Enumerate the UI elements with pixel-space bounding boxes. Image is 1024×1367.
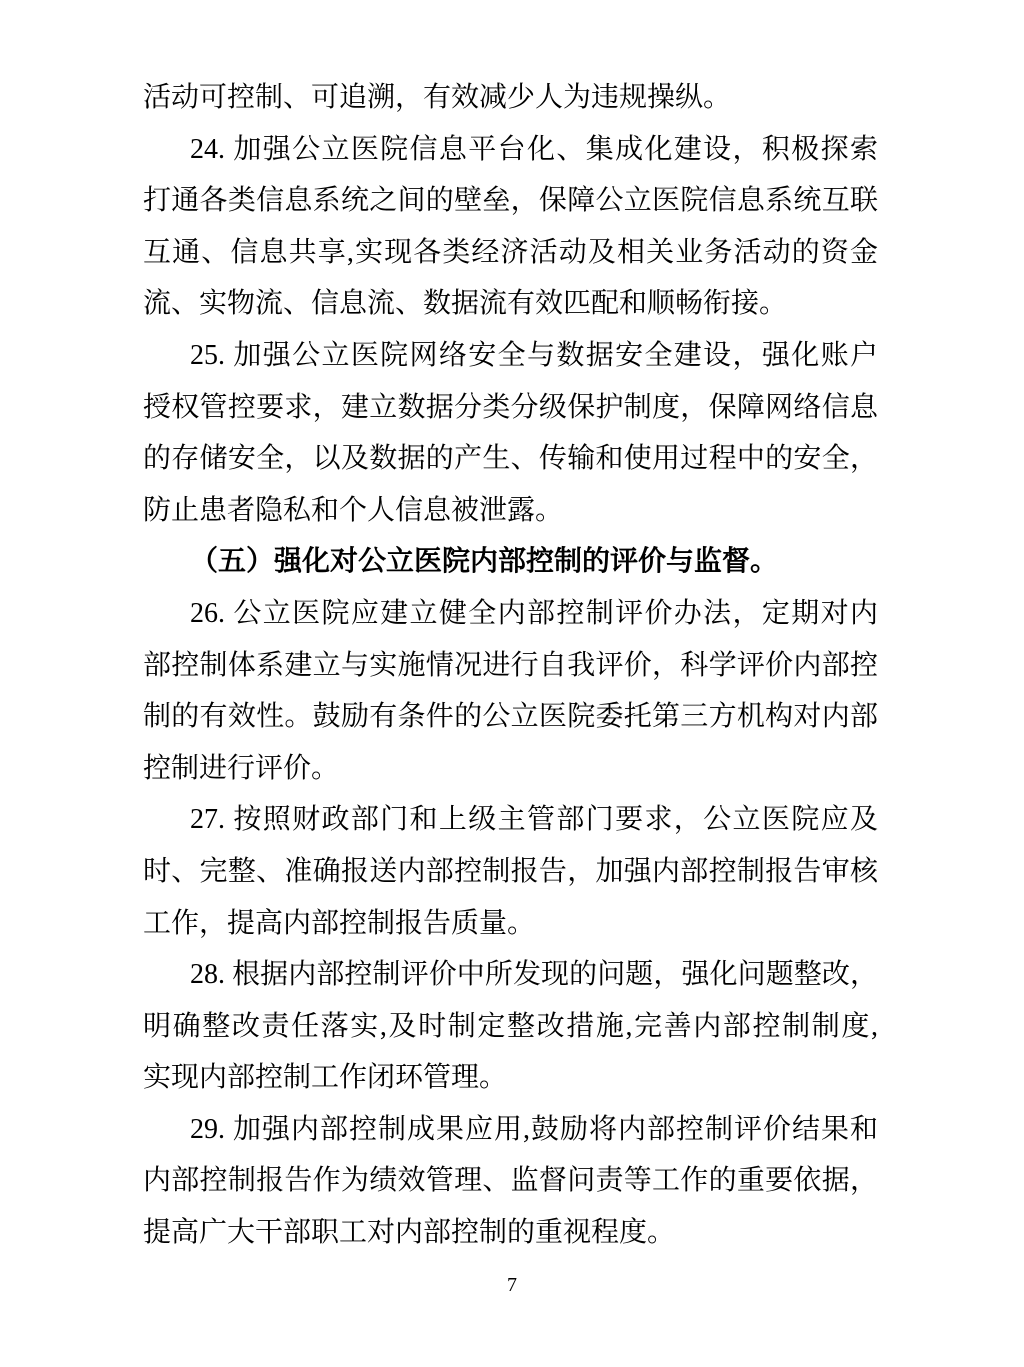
text-line: 制的有效性。鼓励有条件的公立医院委托第三方机构对内部 bbox=[143, 701, 878, 733]
text-line: 实现内部控制工作闭环管理。 bbox=[143, 1062, 508, 1094]
text-line: 内部控制报告作为绩效管理、监督问责等工作的重要依据， bbox=[143, 1165, 878, 1197]
text-line: 提高广大干部职工对内部控制的重视程度。 bbox=[143, 1217, 676, 1249]
section-heading-line: （五）强化对公立医院内部控制的评价与监督。 bbox=[190, 546, 779, 578]
text-line: 活动可控制、可追溯，有效减少人为违规操纵。 bbox=[143, 82, 732, 113]
text-line: 27. 按照财政部门和上级主管部门要求，公立医院应及 bbox=[190, 804, 878, 836]
text-line: 29. 加强内部控制成果应用,鼓励将内部控制评价结果和 bbox=[190, 1113, 878, 1145]
text-line: 防止患者隐私和个人信息被泄露。 bbox=[143, 494, 564, 526]
text-line: 打通各类信息系统之间的壁垒，保障公立医院信息系统互联 bbox=[143, 185, 878, 217]
text-line: 24. 加强公立医院信息平台化、集成化建设，积极探索 bbox=[190, 133, 878, 165]
text-line: 部控制体系建立与实施情况进行自我评价，科学评价内部控 bbox=[143, 649, 878, 681]
text-line: 的存储安全，以及数据的产生、传输和使用过程中的安全， bbox=[143, 443, 878, 475]
text-line: 25. 加强公立医院网络安全与数据安全建设，强化账户 bbox=[190, 339, 878, 371]
text-line: 控制进行评价。 bbox=[143, 752, 340, 784]
page-number: 7 bbox=[507, 1274, 517, 1296]
text-block bbox=[143, 72, 878, 1259]
text-line: 授权管控要求，建立数据分类分级保护制度，保障网络信息 bbox=[143, 391, 878, 423]
text-line: 时、完整、准确报送内部控制报告，加强内部控制报告审核 bbox=[143, 855, 878, 887]
text-line: 28. 根据内部控制评价中所发现的问题，强化问题整改， bbox=[190, 959, 878, 991]
text-line: 流、实物流、信息流、数据流有效匹配和顺畅衔接。 bbox=[143, 288, 788, 320]
text-line: 明确整改责任落实,及时制定整改措施,完善内部控制制度, bbox=[143, 1010, 878, 1042]
text-line: 26. 公立医院应建立健全内部控制评价办法，定期对内 bbox=[190, 597, 878, 629]
text-line: 互通、信息共享,实现各类经济活动及相关业务活动的资金 bbox=[143, 236, 878, 268]
text-line: 工作，提高内部控制报告质量。 bbox=[143, 907, 536, 939]
